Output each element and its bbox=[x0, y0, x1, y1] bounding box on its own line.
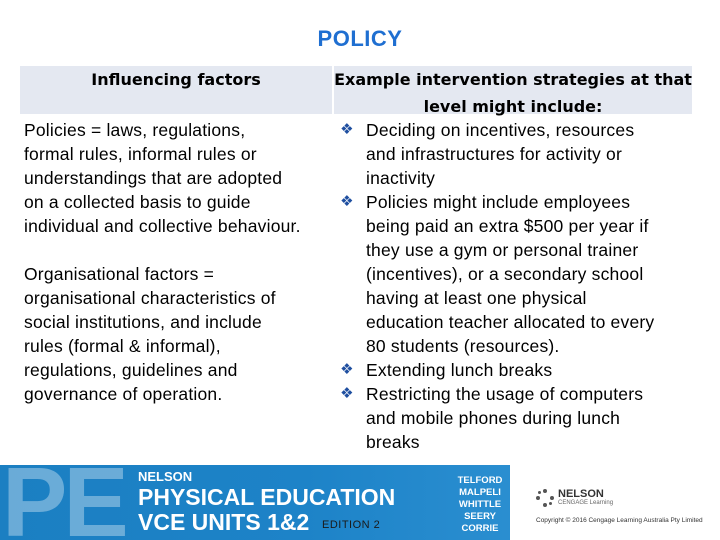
policies-definition bbox=[24, 118, 344, 238]
bullet-line: 80 students (resources). bbox=[366, 336, 560, 356]
author: CORRIE bbox=[461, 523, 499, 534]
book-title-line1: PHYSICAL EDUCATION bbox=[138, 484, 396, 510]
policies-line: on a collected basis to guide bbox=[24, 192, 251, 212]
diamond-bullet-icon: ❖ bbox=[340, 361, 354, 378]
diamond-bullet-icon: ❖ bbox=[340, 121, 354, 138]
edition-label: EDITION 2 bbox=[322, 519, 381, 531]
author: SEERY bbox=[464, 511, 496, 522]
header-right-line2: level might include: bbox=[423, 97, 603, 116]
list-item bbox=[328, 190, 698, 358]
header-intervention-strategies bbox=[334, 66, 692, 114]
bullet-line: having at least one physical bbox=[366, 288, 587, 308]
list-item bbox=[328, 118, 698, 190]
policies-line: individual and collective behaviour. bbox=[24, 216, 301, 236]
org-line: rules (formal & informal), bbox=[24, 336, 221, 356]
bullet-line: inactivity bbox=[366, 168, 436, 188]
slide-title: POLICY bbox=[317, 26, 403, 51]
book-title-line2: VCE UNITS 1&2 bbox=[138, 509, 310, 535]
diamond-bullet-icon: ❖ bbox=[340, 193, 354, 210]
publisher-sub: CENGAGE Learning bbox=[558, 500, 614, 506]
authors-list bbox=[452, 475, 508, 535]
organisational-factors-definition bbox=[24, 262, 344, 406]
bullet-line: Extending lunch breaks bbox=[366, 360, 553, 380]
diamond-bullet-icon: ❖ bbox=[340, 385, 354, 402]
header-left-label: Influencing factors bbox=[91, 70, 261, 89]
intervention-strategies-list bbox=[328, 118, 698, 454]
author: MALPELI bbox=[459, 487, 501, 498]
bullet-line: they use a gym or personal trainer bbox=[366, 240, 639, 260]
header-right-line1: Example intervention strategies at that bbox=[334, 70, 692, 89]
footer bbox=[0, 465, 720, 540]
nelson-cengage-logo bbox=[536, 489, 613, 507]
org-line: organisational characteristics of bbox=[24, 288, 276, 308]
org-line: governance of operation. bbox=[24, 384, 223, 404]
bullet-line: breaks bbox=[366, 432, 420, 452]
policies-line: formal rules, informal rules or bbox=[24, 144, 257, 164]
influencing-factors-column bbox=[24, 118, 344, 406]
bullet-line: and infrastructures for activity or bbox=[366, 144, 622, 164]
bullet-line: being paid an extra $500 per year if bbox=[366, 216, 649, 236]
org-line: social institutions, and include bbox=[24, 312, 262, 332]
policies-line: Policies = laws, regulations, bbox=[24, 120, 246, 140]
bullet-line: Policies might include employees bbox=[366, 192, 631, 212]
copyright-text: Copyright © 2016 Cengage Learning Australia Pty Limited bbox=[536, 517, 703, 524]
pe-logo: PE bbox=[2, 465, 125, 540]
bullet-line: education teacher allocated to every bbox=[366, 312, 655, 332]
book-banner bbox=[0, 465, 510, 540]
bullet-line: (incentives), or a secondary school bbox=[366, 264, 644, 284]
bullet-line: and mobile phones during lunch bbox=[366, 408, 621, 428]
nelson-dots-icon bbox=[536, 489, 554, 507]
policies-line: understandings that are adopted bbox=[24, 168, 283, 188]
header-influencing-factors bbox=[20, 66, 332, 114]
list-item bbox=[328, 358, 698, 382]
bullet-line: Restricting the usage of computers bbox=[366, 384, 644, 404]
org-line: Organisational factors = bbox=[24, 264, 215, 284]
list-item bbox=[328, 382, 698, 454]
author: TELFORD bbox=[457, 475, 503, 486]
nelson-label: NELSON bbox=[138, 469, 193, 484]
author: WHITTLE bbox=[458, 499, 502, 510]
publisher-name: NELSON bbox=[558, 488, 604, 500]
org-line: regulations, guidelines and bbox=[24, 360, 238, 380]
bullet-line: Deciding on incentives, resources bbox=[366, 120, 635, 140]
